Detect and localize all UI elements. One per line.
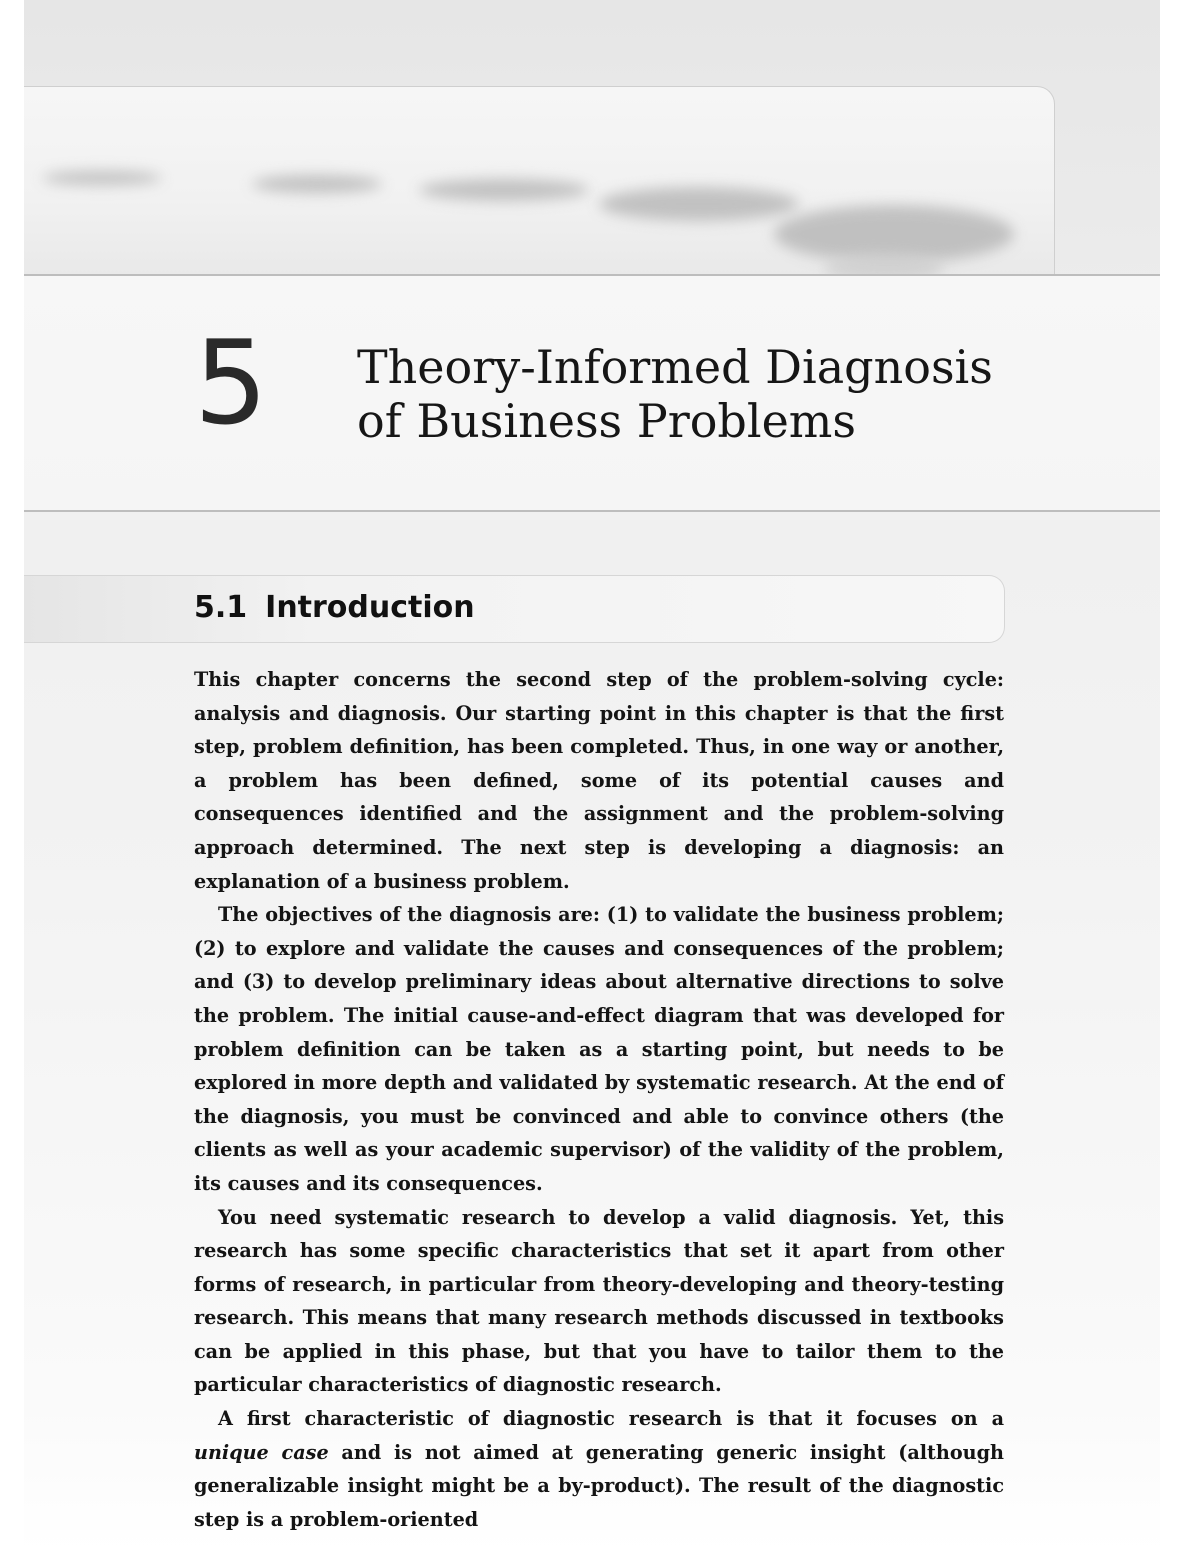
- emphasized-term: unique case: [194, 1440, 329, 1464]
- section-heading-bar: [24, 575, 1005, 643]
- title-divider: [24, 510, 1160, 512]
- body-text: [194, 663, 1004, 1536]
- section-number: 5.1: [194, 590, 248, 625]
- chapter-title: [357, 340, 1057, 448]
- decorative-blob: [42, 171, 162, 185]
- decorative-blob: [252, 175, 382, 193]
- page-margin: [1160, 0, 1200, 1553]
- paragraph: The objectives of the diagnosis are: (1) to validate the business problem; (2) to explore and validate the causes and consequences of the problem; and (3) to develop preliminary ideas about alternative directions to solve the problem. The initial cause-and-effect diagram that was developed for problem definition can be taken as a starting point, but needs to be explored in more depth and validated by systematic research. At the end of the diagnosis, you must be convinced and able to convince others (the clients as well as your academic supervisor) of the validity of the problem, its causes and its consequences.: [194, 903, 1004, 1195]
- paragraph-text: A first characteristic of diagnostic research is that it focuses on a: [218, 1407, 1004, 1431]
- chapter-number: 5: [194, 316, 266, 451]
- paragraph-text: and is not aimed at generating generic insight (although generalizable insight might be a by-product). The result of the diagnostic step is a problem-oriented: [194, 1440, 1004, 1531]
- decorative-blob: [419, 179, 589, 201]
- section-title: Introduction: [265, 590, 475, 625]
- paragraph: This chapter concerns the second step of the problem-solving cycle: analysis and diagnosis. Our starting point in this chapter is that the first step, problem definition, has been completed. Thus, in one way or another, a problem has been defined, some of its potential causes and consequences identified and the assignment and the problem-solving approach determined. The next step is developing a diagnosis: an explanation of a business problem.: [194, 668, 1004, 893]
- decorative-blob: [599, 187, 799, 221]
- paragraph: [194, 1402, 1004, 1536]
- section-heading: [194, 588, 475, 628]
- chapter-title-line-2: of Business Problems: [357, 394, 857, 448]
- decorative-blob: [824, 253, 944, 275]
- paragraph: You need systematic research to develop a valid diagnosis. Yet, this research has some specific characteristics that set it apart from other forms of research, in particular from theory-developing and theory-testing research. This means that many research methods discussed in textbooks can be applied in this phase, but that you have to tailor them to the particular characteristics of diagnostic research.: [194, 1205, 1004, 1397]
- chapter-title-line-1: Theory-Informed Diagnosis: [357, 340, 993, 394]
- chapter-header-banner: [24, 86, 1055, 275]
